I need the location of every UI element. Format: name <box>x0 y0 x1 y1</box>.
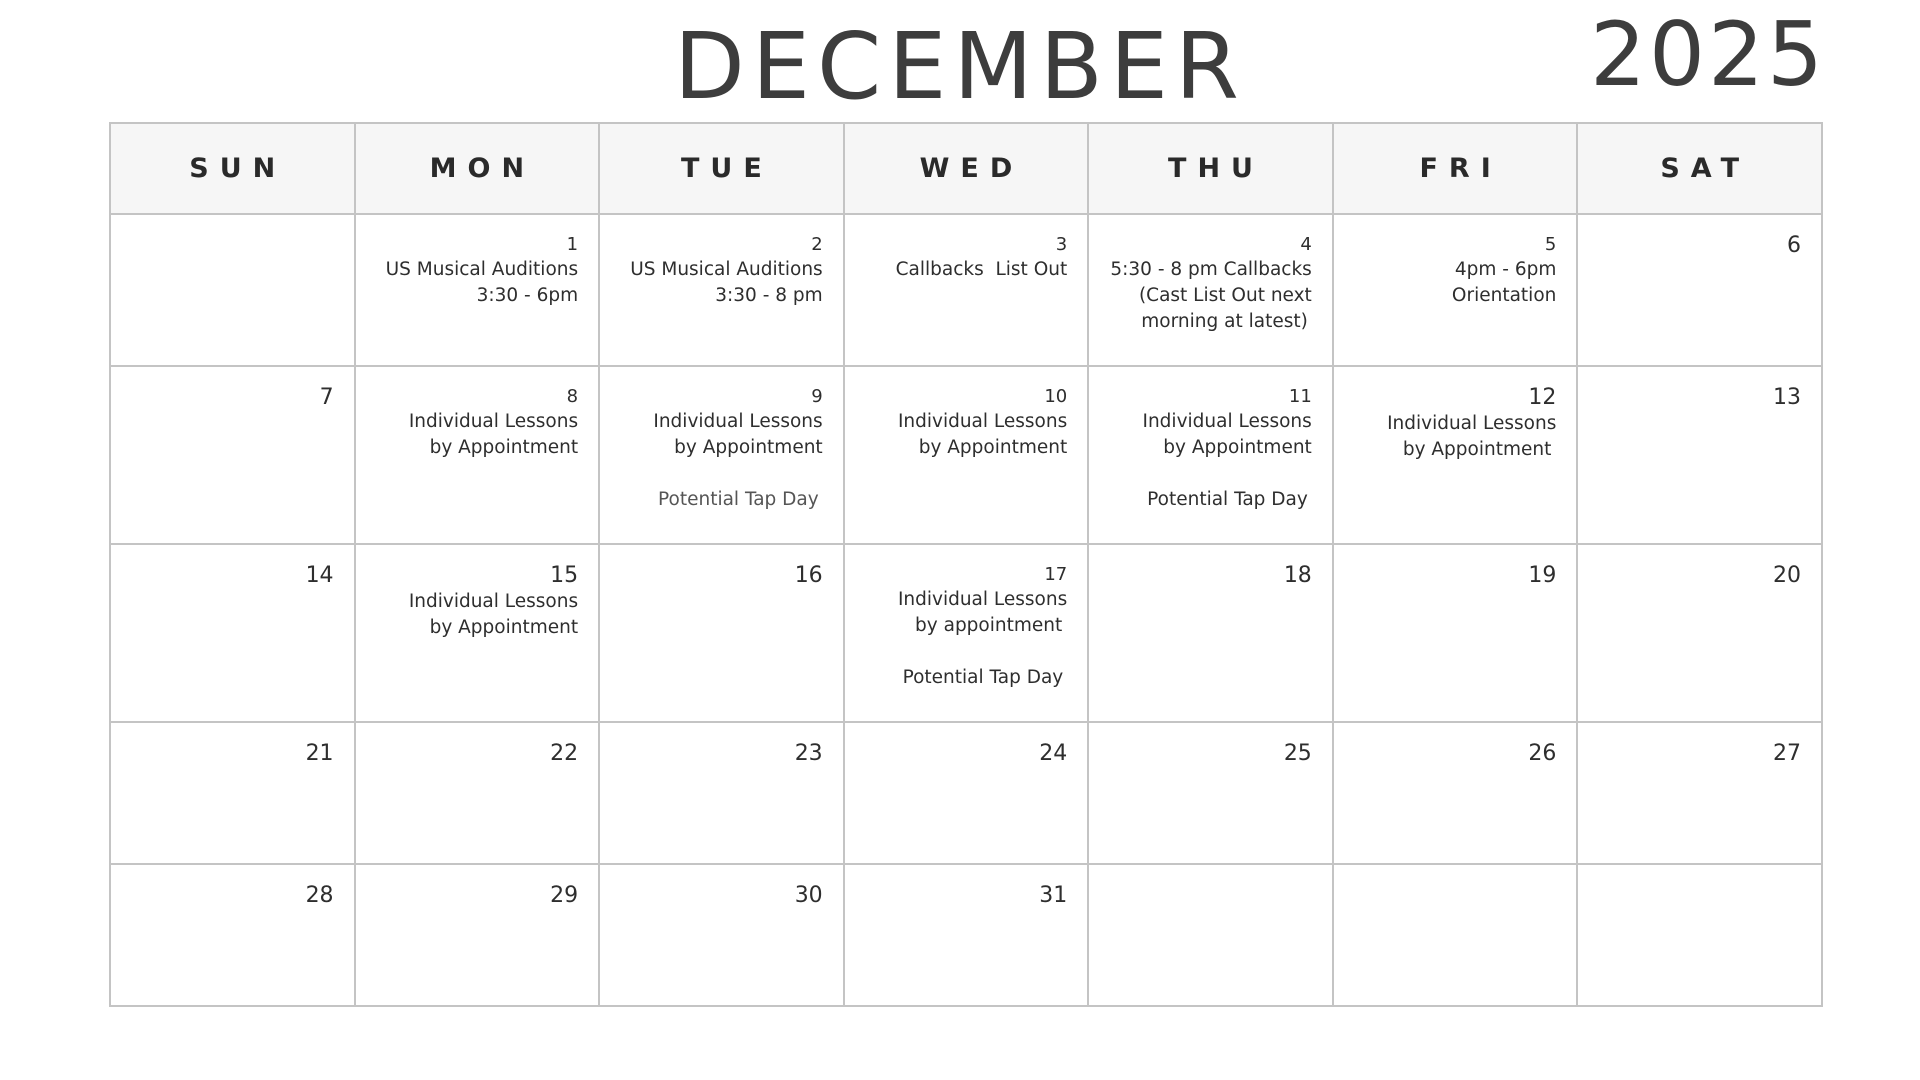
day-number: 2 <box>811 234 823 255</box>
week-row <box>110 366 1822 544</box>
day-cell-1[interactable] <box>355 214 600 366</box>
week-row <box>110 864 1822 1006</box>
day-cell-9[interactable] <box>599 366 844 544</box>
event-text: 4pm - 6pm <box>1454 259 1557 280</box>
day-number: 6 <box>1787 233 1801 258</box>
day-cell-28[interactable] <box>110 864 355 1006</box>
day-number: 26 <box>1528 741 1557 766</box>
event-text: morning at latest) <box>1141 311 1308 332</box>
day-cell-30[interactable] <box>599 864 844 1006</box>
day-number: 24 <box>1039 741 1068 766</box>
weekday-sat: SAT <box>1577 123 1822 214</box>
day-cell-27[interactable] <box>1577 722 1822 864</box>
day-cell-26[interactable] <box>1333 722 1578 864</box>
day-number: 1 <box>566 234 579 255</box>
event-note: Potential Tap Day <box>658 489 819 510</box>
day-number: 29 <box>550 883 579 908</box>
event-text: Individual Lessons <box>897 589 1068 610</box>
event-text: by Appointment <box>429 437 579 458</box>
event-text: 3:30 - 6pm <box>476 285 579 306</box>
day-number: 14 <box>305 563 334 588</box>
weekday-thu: THU <box>1088 123 1333 214</box>
weekday-mon: MON <box>355 123 600 214</box>
week-row <box>110 722 1822 864</box>
event-text: Individual Lessons <box>653 411 823 432</box>
year-title: 2025 <box>1590 3 1826 106</box>
day-cell-18[interactable] <box>1088 544 1333 722</box>
day-number: 11 <box>1288 386 1312 407</box>
weekday-wed: WED <box>844 123 1089 214</box>
day-cell-4[interactable] <box>1088 214 1333 366</box>
event-text: by Appointment <box>918 437 1068 458</box>
event-text: US Musical Auditions <box>630 259 823 280</box>
weekday-sun: SUN <box>110 123 355 214</box>
day-cell-20[interactable] <box>1577 544 1822 722</box>
day-cell-21[interactable] <box>110 722 355 864</box>
day-number: 25 <box>1283 741 1312 766</box>
day-number: 19 <box>1528 563 1557 588</box>
day-cell-2[interactable] <box>599 214 844 366</box>
day-number: 4 <box>1300 234 1312 255</box>
day-number: 17 <box>1044 564 1068 585</box>
day-cell-10[interactable] <box>844 366 1089 544</box>
day-cell-3[interactable] <box>844 214 1089 366</box>
event-text: 3:30 - 8 pm <box>715 285 823 306</box>
event-note: Potential Tap Day <box>1147 489 1308 510</box>
event-text: (Cast List Out next <box>1138 285 1312 306</box>
day-cell-17[interactable] <box>844 544 1089 722</box>
weekday-fri: FRI <box>1333 123 1578 214</box>
event-text: US Musical Auditions <box>385 259 579 280</box>
weekday-header-row <box>110 123 1822 214</box>
day-cell-6[interactable] <box>1577 214 1822 366</box>
day-cell-empty <box>1333 864 1578 1006</box>
event-text: Individual Lessons <box>408 411 579 432</box>
day-number: 27 <box>1773 741 1801 766</box>
event-text: by Appointment <box>674 437 823 458</box>
day-number: 9 <box>811 386 823 407</box>
day-number: 20 <box>1773 563 1801 588</box>
day-number: 13 <box>1773 385 1801 410</box>
day-number: 21 <box>305 741 334 766</box>
day-number: 8 <box>566 386 579 407</box>
day-number: 23 <box>794 741 823 766</box>
day-cell-25[interactable] <box>1088 722 1333 864</box>
event-text: Individual Lessons <box>1142 411 1312 432</box>
event-text: by appointment <box>915 615 1063 636</box>
day-cell-13[interactable] <box>1577 366 1822 544</box>
week-row <box>110 214 1822 366</box>
event-text: by Appointment <box>1163 437 1312 458</box>
day-cell-11[interactable] <box>1088 366 1333 544</box>
day-cell-7[interactable] <box>110 366 355 544</box>
day-cell-22[interactable] <box>355 722 600 864</box>
day-cell-empty <box>110 214 355 366</box>
day-number: 16 <box>794 563 823 588</box>
event-text: 5:30 - 8 pm Callbacks <box>1110 259 1312 280</box>
day-cell-14[interactable] <box>110 544 355 722</box>
day-number: 15 <box>550 563 579 588</box>
day-cell-empty <box>1577 864 1822 1006</box>
day-number: 18 <box>1283 563 1312 588</box>
day-number: 3 <box>1055 234 1068 255</box>
day-cell-23[interactable] <box>599 722 844 864</box>
day-number: 31 <box>1039 883 1068 908</box>
day-cell-29[interactable] <box>355 864 600 1006</box>
day-number: 7 <box>319 385 334 410</box>
day-cell-8[interactable] <box>355 366 600 544</box>
day-cell-empty <box>1088 864 1333 1006</box>
event-note: Potential Tap Day <box>902 667 1064 688</box>
day-cell-19[interactable] <box>1333 544 1578 722</box>
day-cell-15[interactable] <box>355 544 600 722</box>
day-cell-12[interactable] <box>1333 366 1578 544</box>
event-text: by Appointment <box>1402 439 1552 460</box>
event-text: Callbacks List Out <box>895 259 1068 280</box>
day-number: 10 <box>1044 386 1068 407</box>
day-number: 30 <box>794 883 823 908</box>
day-cell-5[interactable] <box>1333 214 1578 366</box>
day-number: 12 <box>1528 385 1557 410</box>
event-text: Individual Lessons <box>897 411 1068 432</box>
calendar-grid <box>109 122 1823 1007</box>
event-text: Individual Lessons <box>1387 413 1557 434</box>
day-number: 5 <box>1544 234 1557 255</box>
month-title: DECEMBER <box>674 13 1246 120</box>
day-cell-31[interactable] <box>844 864 1089 1006</box>
day-number: 22 <box>550 741 579 766</box>
event-text: Individual Lessons <box>408 591 579 612</box>
day-cell-16[interactable] <box>599 544 844 722</box>
event-text: Orientation <box>1451 285 1557 306</box>
event-text: by Appointment <box>429 617 579 638</box>
weekday-tue: TUE <box>599 123 844 214</box>
day-cell-24[interactable] <box>844 722 1089 864</box>
week-row <box>110 544 1822 722</box>
day-number: 28 <box>305 883 334 908</box>
